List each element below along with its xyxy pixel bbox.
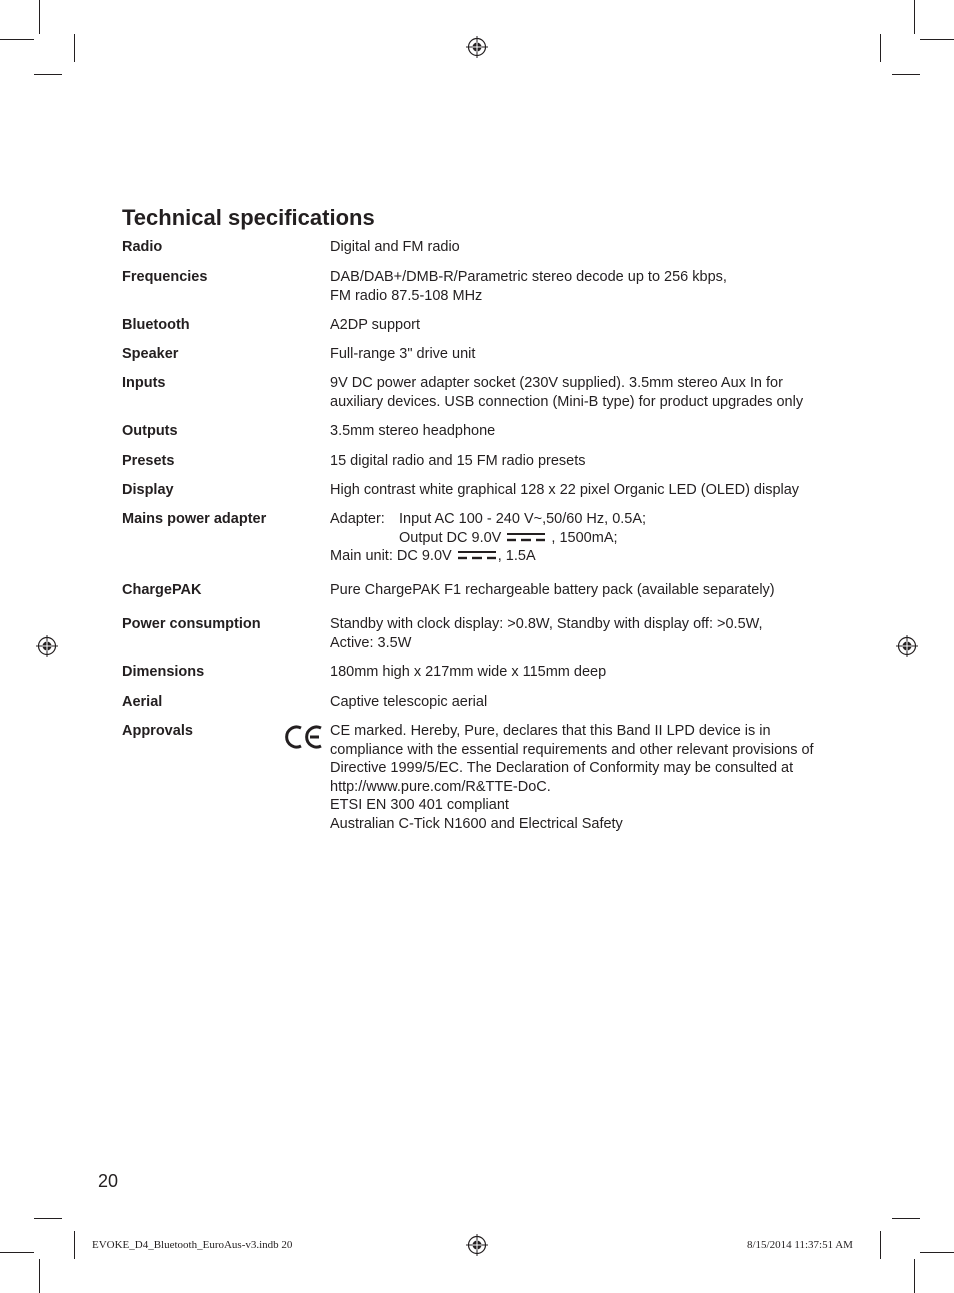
spec-value: Digital and FM radio [330,239,460,255]
main-unit-prefix: Main unit: DC 9.0V [330,548,452,564]
crop-mark [920,39,954,40]
crop-mark [914,0,915,34]
spec-value: 15 digital radio and 15 FM radio presets [330,453,586,469]
crop-mark [74,34,75,62]
spec-label: Dimensions [122,664,205,680]
adapter-prefix: Adapter: [330,511,385,527]
crop-mark [920,1252,954,1253]
page-number: 20 [98,1171,119,1191]
spec-label: ChargePAK [122,582,202,598]
slug-filename: EVOKE_D4_Bluetooth_EuroAus-v3.indb 20 [92,1239,293,1251]
crop-mark [0,1252,34,1253]
crop-mark [892,1218,920,1219]
spec-label: Inputs [122,375,166,391]
spec-label: Presets [122,453,175,469]
spec-label: Aerial [122,694,163,710]
spec-value: 9V DC power adapter socket (230V supplied). 3.5mm stereo Aux In for auxiliary devices. USB connection (Mini-B type) for product upgrades only [330,375,804,410]
ce-mark-icon [284,724,324,750]
spec-label: Speaker [122,346,179,362]
spec-label: Approvals [122,723,193,739]
spec-value: Full-range 3" drive unit [330,346,476,362]
adapter-output-prefix: Output DC 9.0V [399,529,502,546]
main-unit-suffix: , 1.5A [497,548,536,564]
spec-value: 3.5mm stereo headphone [330,423,496,439]
spec-value: A2DP support [330,317,421,333]
dc-symbol-icon [507,531,545,543]
spec-value: DAB/DAB+/DMB-R/Parametric stereo decode up to 256 kbps, FM radio 87.5-108 MHz [330,269,727,304]
dc-symbol-icon [458,549,496,561]
crop-mark [914,1259,915,1293]
registration-mark-icon [466,36,488,58]
spec-value: High contrast white graphical 128 x 22 pixel Organic LED (OLED) display [330,482,800,498]
spec-value: Captive telescopic aerial [330,694,488,710]
spec-label: Display [122,482,174,498]
slug-timestamp: 8/15/2014 11:37:51 AM [747,1239,853,1251]
spec-label: Frequencies [122,269,208,285]
spec-value: 180mm high x 217mm wide x 115mm deep [330,664,607,680]
spec-value: CE marked. Hereby, Pure, declares that this Band II LPD device is in compliance with the essential requirements and other relevant provisions of Directive 1999/5/EC. The Declaration of Conformity may be consulted at http://www.pure.com/R&TTE-DoC. ETSI EN 300 401 compliant Australian C-Tick N1600 and Electrical Safety [330,723,814,832]
crop-mark [0,39,34,40]
registration-mark-icon [36,635,58,657]
spec-label: Power consumption [122,616,261,632]
crop-mark [880,34,881,62]
spec-label: Bluetooth [122,317,190,333]
spec-value: Pure ChargePAK F1 rechargeable battery pack (available separately) [330,582,775,598]
spec-value [330,510,840,566]
crop-mark [39,1259,40,1293]
crop-mark [39,0,40,34]
adapter-input: Input AC 100 - 240 V~,50/60 Hz, 0.5A; [399,511,647,527]
crop-mark [880,1231,881,1259]
crop-mark [34,74,62,75]
spec-value: Standby with clock display: >0.8W, Standby with display off: >0.5W, Active: 3.5W [330,616,763,651]
crop-mark [892,74,920,75]
crop-mark [34,1218,62,1219]
page-title: Technical specifications [122,205,375,230]
registration-mark-icon [466,1234,488,1256]
spec-label: Radio [122,239,163,255]
crop-mark [74,1231,75,1259]
registration-mark-icon [896,635,918,657]
spec-label: Mains power adapter [122,511,267,527]
adapter-output-suffix: , 1500mA; [551,529,618,546]
spec-label: Outputs [122,423,178,439]
